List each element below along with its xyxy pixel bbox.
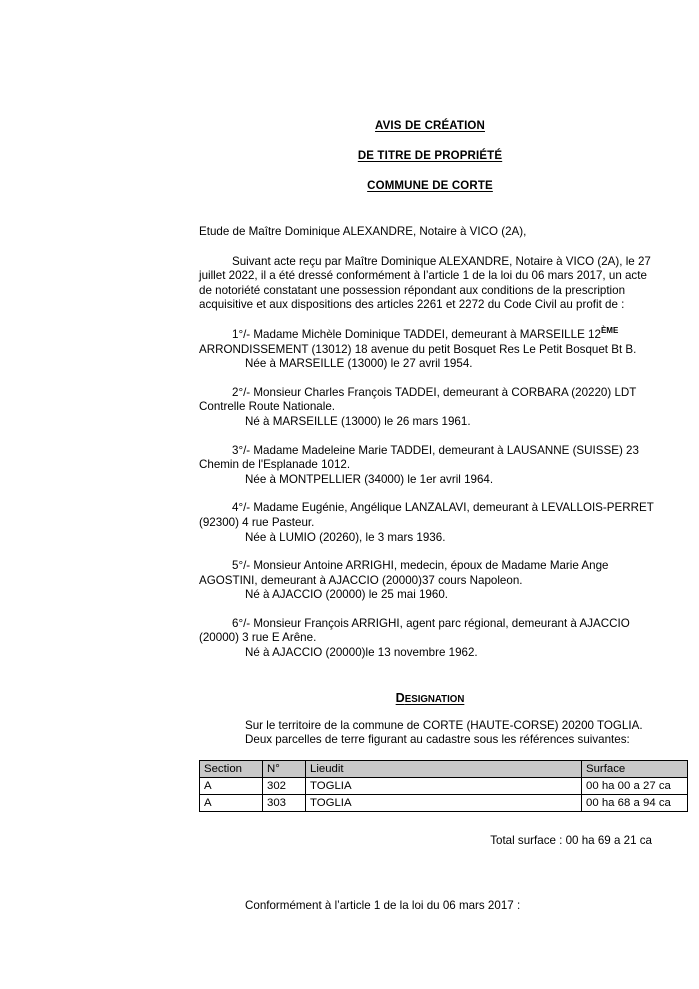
party-description: 5°/- Monsieur Antoine ARRIGHI, medecin, époux de Madame Marie Ange AGOSTINI, demeurant à AJACCIO (20000)37 cours Napoleon. [199,559,609,587]
column-header-section: Section [200,760,263,777]
column-header-number: N° [263,760,306,777]
party-entry [199,386,661,430]
document-content [199,0,671,912]
spacer [199,240,661,255]
spacer [199,812,661,834]
designation-line-1: Sur le territoire de la commune de CORTE (HAUTE-CORSE) 20200 TOGLIA. [245,718,643,732]
party-birth: Née à MONTPELLIER (34000) le 1er avril 1964. [245,472,494,486]
page-title-line-2 [199,150,661,163]
party-description: 4°/- Madame Eugénie, Angélique LANZALAVI, demeurant à LEVALLOIS-PERRET (92300) 4 rue Pasteur. [199,501,654,529]
spacer [199,430,661,444]
spacer [199,847,661,899]
spacer [199,313,661,328]
cell-surface: 00 ha 68 a 94 ca [582,794,688,811]
notary-line: Etude de Maître Dominique ALEXANDRE, Notaire à VICO (2A), [199,225,527,238]
party-entry [199,559,661,603]
cell-lieudit: TOGLIA [306,777,582,794]
table-row [200,777,688,794]
page-title-line-3 [199,180,661,193]
spacer [199,705,661,719]
party-birth: Né à AJACCIO (20000)le 13 novembre 1962. [245,646,478,660]
table-row [200,794,688,811]
title-block [199,0,661,193]
total-surface: Total surface : 00 ha 69 a 21 ca [490,833,652,847]
designation-heading [199,691,661,705]
designation-heading-initial: D [395,690,405,705]
party-description-cont: ARRONDISSEMENT (13012) 18 avenue du petit Bosquet Res Le Petit Bosquet Bt B. [199,342,637,356]
spacer [199,545,661,559]
designation-line-2: Deux parcelles de terre figurant au cadastre sous les références suivantes: [245,733,630,747]
cell-number: 303 [263,794,306,811]
party-entry [199,617,661,661]
party-description: 6°/- Monsieur François ARRIGHI, agent parc régional, demeurant à AJACCIO (20000) 3 rue E Arêne. [199,616,630,645]
intro-paragraph: Suivant acte reçu par Maître Dominique ALEXANDRE, Notaire à VICO (2A), le 27 juillet 2022, il a été dressé conformément à l’article 1 de la loi du 06 mars 2017, un acte de notoriété constatant une possession répondant aux conditions de la prescription acquisitive et aux dispositions des articles 2261 et 2272 du Code Civil au profit de : [199,254,651,312]
party-birth: Né à MARSEILLE (13000) le 26 mars 1961. [245,414,471,428]
column-header-lieudit: Lieudit [306,760,582,777]
party-description [199,328,661,357]
party-birth: Née à LUMIO (20260), le 3 mars 1936. [245,530,446,544]
spacer [199,372,661,386]
designation-heading-rest: ESIGNATION [404,693,465,705]
spacer [199,748,661,760]
party-entry [199,444,661,488]
party-description-text: 1°/- Madame Michèle Dominique TADDEI, demeurant à MARSEILLE 12 [232,327,601,341]
cell-surface: 00 ha 00 a 27 ca [582,777,688,794]
party-birth: Née à MARSEILLE (13000) le 27 avril 1954. [245,357,473,371]
cell-section: A [200,794,263,811]
party-entry [199,501,661,545]
party-entry [199,328,661,372]
spacer [199,210,661,225]
page-title-line-3-text: COMMUNE DE CORTE [367,180,493,192]
cell-section: A [200,777,263,794]
page-title-line-1-text: AVIS DE CRÉATION [375,120,485,132]
spacer [199,487,661,501]
party-ordinal-superscript: ÈME [600,326,619,336]
spacer [199,661,661,691]
party-description: 3°/- Madame Madeleine Marie TADDEI, demeurant à LAUSANNE (SUISSE) 23 Chemin de l'Esplanade 1012. [199,443,639,472]
table-header-row [200,760,688,777]
column-header-surface: Surface [582,760,688,777]
spacer [199,603,661,617]
cadastre-table [199,760,688,812]
cell-number: 302 [263,777,306,794]
page-title-line-2-text: DE TITRE DE PROPRIÉTÉ [357,150,503,162]
conformity-note: Conformément à l’article 1 de la loi du 06 mars 2017 : [245,898,521,912]
cell-lieudit: TOGLIA [306,794,582,811]
page-title-line-1 [199,120,661,133]
party-description: 2°/- Monsieur Charles François TADDEI, demeurant à CORBARA (20220) LDT Contrelle Route Nationale. [199,385,637,414]
party-birth: Né à AJACCIO (20000) le 25 mai 1960. [245,588,448,602]
